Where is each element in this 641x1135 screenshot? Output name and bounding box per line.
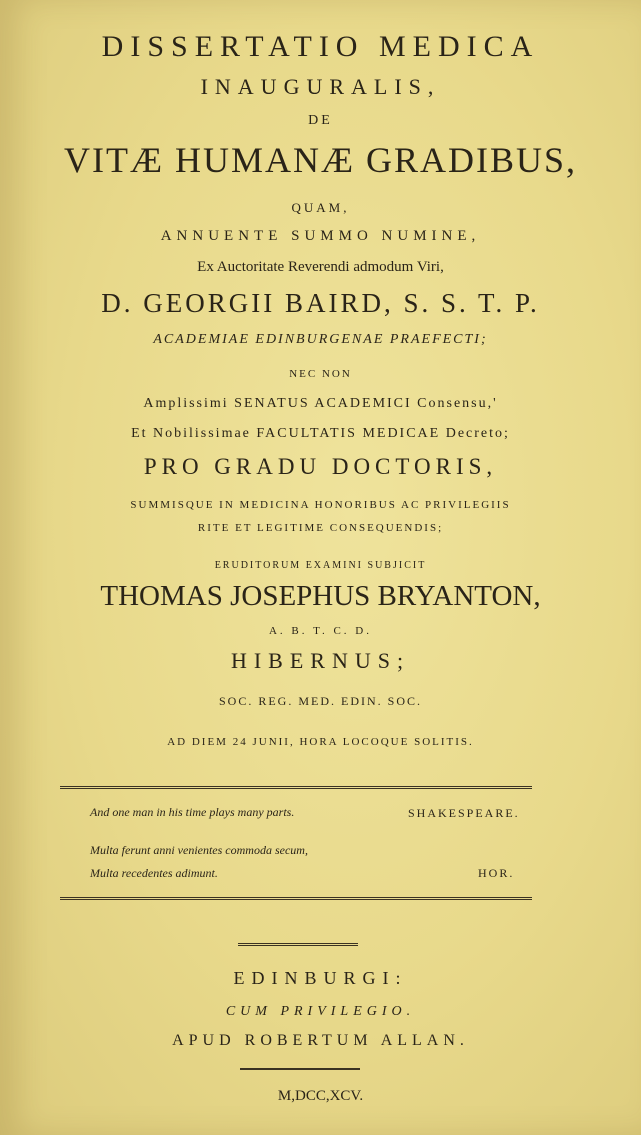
epigraph-author-horace: HOR. xyxy=(478,866,515,880)
title-line-degrees: A. B. T. C. D. xyxy=(268,625,372,637)
imprint-privilege: CUM PRIVILEGIO. xyxy=(225,1004,416,1019)
imprint-year: M,DCC,XCV. xyxy=(277,1088,364,1104)
imprint-printer: APUD ROBERTUM ALLAN. xyxy=(172,1032,469,1049)
title-line-summisque: SUMMISQUE IN MEDICINA HONORIBUS AC PRIVILEGIIS xyxy=(130,499,511,511)
epigraph-author-shakespeare: SHAKESPEARE. xyxy=(408,806,520,820)
title-line-quam: QUAM, xyxy=(291,200,350,215)
title-line-rite: RITE ET LEGITIME CONSEQUENDIS; xyxy=(197,522,444,534)
title-line-baird: D. GEORGII BAIRD, S. S. T. P. xyxy=(101,288,540,318)
ornamental-rule xyxy=(238,943,358,946)
title-line-eruditorum: ERUDITORUM EXAMINI SUBJICIT xyxy=(214,560,427,571)
title-line-hibernus: HIBERNUS; xyxy=(230,648,411,673)
title-line-academiae: ACADEMIAE EDINBURGENAE PRAEFECTI; xyxy=(153,332,488,347)
epigraph-shakespeare: And one man in his time plays many parts. xyxy=(90,805,295,819)
title-line-ad-diem: AD DIEM 24 JUNII, HORA LOCOQUE SOLITIS. xyxy=(167,736,474,748)
title-line-annuente: ANNUENTE SUMMO NUMINE, xyxy=(160,228,481,244)
epigraph-horace-line2: Multa recedentes adimunt. xyxy=(90,866,218,880)
title-line-society: SOC. REG. MED. EDIN. SOC. xyxy=(218,694,422,708)
title-line-inauguralis: INAUGURALIS, xyxy=(200,74,441,99)
imprint-rule xyxy=(240,1068,360,1070)
title-line-facultatis: Et Nobilissimae FACULTATIS MEDICAE Decreto; xyxy=(131,426,510,441)
title-line-nec-non: NEC NON xyxy=(289,368,352,380)
title-line-pro-gradu: PRO GRADU DOCTORIS, xyxy=(143,454,498,479)
epigraph-horace-line1: Multa ferunt anni venientes commoda secum, xyxy=(90,843,308,857)
title-line-senatus: Amplissimi SENATUS ACADEMICI Consensu,' xyxy=(143,396,498,411)
title-line-auctoritate: Ex Auctoritate Reverendi admodum Viri, xyxy=(197,259,444,275)
title-line-de: DE xyxy=(308,113,333,128)
title-line-bryanton: THOMAS JOSEPHUS BRYANTON, xyxy=(100,580,541,612)
imprint-city: EDINBURGI: xyxy=(233,968,408,988)
divider-bottom xyxy=(60,897,532,900)
divider-top xyxy=(60,786,532,789)
title-line-dissertatio: DISSERTATIO MEDICA xyxy=(101,30,540,63)
title-line-vitae: VITÆ HUMANÆ GRADIBUS, xyxy=(63,140,578,180)
